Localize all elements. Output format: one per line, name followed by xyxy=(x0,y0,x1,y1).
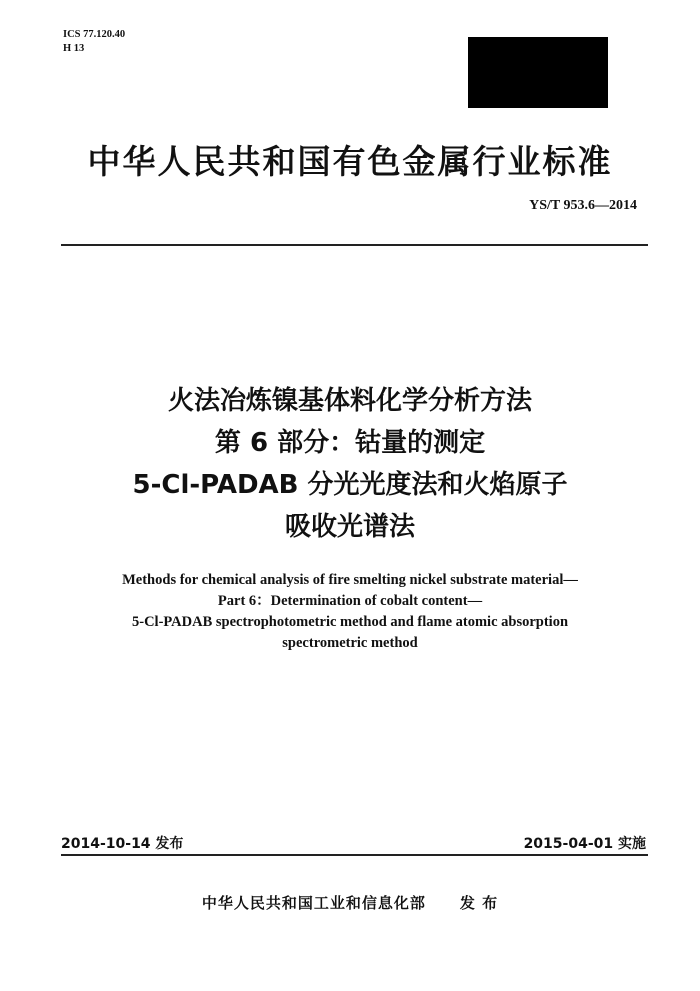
publisher xyxy=(0,892,700,913)
top-divider xyxy=(61,244,648,246)
cn-title-line1: 火法冶炼镍基体料化学分析方法 xyxy=(167,386,532,416)
english-title xyxy=(0,570,700,654)
ics-classification xyxy=(63,28,125,56)
publisher-name: 中华人民共和国工业和信息化部 xyxy=(201,894,426,912)
bottom-divider xyxy=(61,854,648,856)
standard-number xyxy=(529,197,637,214)
chinese-title xyxy=(0,380,700,548)
cn-title-line2: 第 6 部分：钴量的测定 xyxy=(214,428,486,458)
en-title-line4: spectrometric method xyxy=(282,635,418,651)
en-title-line1: Methods for chemical analysis of fire smelting nickel substrate material— xyxy=(122,572,578,588)
publish-date: 2014-10-14 发布 xyxy=(61,836,184,852)
class-line: H 13 xyxy=(63,43,85,54)
standard-number-text: YS/T 953.6—2014 xyxy=(529,198,637,213)
en-title-line3: 5-Cl-PADAB spectrophotometric method and flame atomic absorption xyxy=(131,614,569,630)
ics-line: ICS 77.120.40 xyxy=(63,29,126,40)
publisher-action: 发 布 xyxy=(459,894,499,912)
org-title: 中华人民共和国有色金属行业标准 xyxy=(87,142,613,181)
cn-title-line4: 吸收光谱法 xyxy=(284,512,415,542)
effective-date: 2015-04-01 实施 xyxy=(523,836,646,852)
en-title-line2: Part 6：Determination of cobalt content— xyxy=(217,593,483,609)
redacted-block xyxy=(468,37,608,108)
cn-title-line3: 5-Cl-PADAB 分光光度法和火焰原子 xyxy=(132,470,568,500)
